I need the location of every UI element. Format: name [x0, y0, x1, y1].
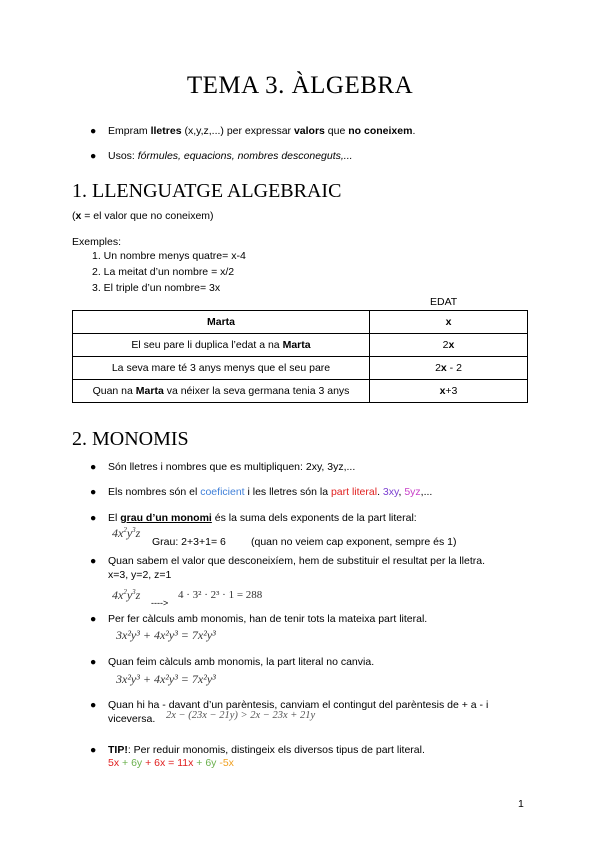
term: =: [165, 757, 178, 769]
monomis-bullet-3: [90, 511, 417, 525]
text: .: [377, 486, 383, 498]
math-exponent: 2: [123, 588, 127, 596]
bold-text: valors: [293, 125, 325, 137]
table-row: [73, 334, 528, 357]
grau-text: Grau: 2+3+1= 6: [152, 536, 226, 548]
bullet-icon: ●: [90, 150, 97, 162]
table-cell: La seva mare té 3 anys menys que el seu pare: [73, 357, 370, 380]
text: x=3, y=2, z=1: [108, 569, 172, 581]
table-row: [73, 311, 528, 334]
bullet-icon: ●: [90, 656, 97, 668]
term: +: [142, 757, 155, 769]
monomis-bullet-8: [90, 743, 425, 757]
text: Usos:: [108, 150, 138, 162]
section-heading-2: 2. MONOMIS: [72, 428, 189, 450]
math-monomial: [112, 526, 140, 541]
bold-text: Marta: [206, 316, 235, 328]
table-cell: [73, 380, 370, 403]
italic-text: fórmules, equacions, nombres desconeguts,...: [137, 150, 353, 162]
math-exponent: 3: [132, 526, 136, 534]
term: 6y: [205, 757, 217, 769]
text: .: [412, 125, 416, 137]
bold-text: x: [448, 339, 455, 351]
coeficient-term: coeficient: [200, 486, 245, 498]
bold-text: x: [445, 316, 452, 328]
colored-expression: [108, 757, 234, 769]
table-row: [73, 380, 528, 403]
text: El seu pare li duplica l’edat a na: [131, 339, 283, 351]
math-substitution: 4 · 3² · 2³ · 1 = 288: [178, 589, 263, 601]
text: Per fer càlculs amb monomis, han de tenir tots la mateixa part literal.: [108, 613, 428, 625]
bullet-icon: ●: [90, 486, 97, 498]
math-part: 4x: [112, 526, 124, 540]
monomis-bullet-5: [90, 612, 428, 626]
text: 2: [435, 362, 441, 374]
example-term: 3xy: [382, 486, 399, 498]
intro-bullet-2: [90, 149, 353, 163]
text: El: [108, 512, 121, 524]
bold-text: lletres: [150, 125, 182, 137]
monomis-bullet-4: [90, 554, 486, 582]
table-cell: [370, 380, 528, 403]
intro-bullet-1: [90, 124, 416, 138]
monomis-bullet-2: [90, 485, 433, 499]
edat-label: EDAT: [430, 296, 458, 308]
bullet-icon: ●: [90, 555, 97, 567]
bold-text: TIP!: [108, 744, 128, 756]
bullet-icon: ●: [90, 512, 97, 524]
math-sum: 3x²y³ + 4x²y³ = 7x²y³: [116, 672, 216, 686]
math-parenthesis: 2x − (23x − 21y) > 2x − 23x + 21y: [166, 710, 316, 721]
page-number: 1: [518, 798, 524, 810]
math-sum: 3x²y³ + 4x²y³ = 7x²y³: [116, 628, 216, 642]
math-part: 4x: [112, 588, 124, 602]
text: viceversa.: [108, 713, 156, 725]
math-part: z: [135, 588, 141, 602]
bold-text: no coneixem: [348, 125, 413, 137]
example-item: 2. La meitat d’un nombre = x/2: [92, 266, 235, 278]
term: 5x: [108, 757, 120, 769]
math-exponent: 2: [123, 526, 127, 534]
example-term: 5yz: [404, 486, 421, 498]
page-title: TEMA 3. ÀLGEBRA: [186, 72, 414, 99]
table-cell: [370, 357, 528, 380]
monomis-bullet-6: [90, 655, 375, 669]
bullet-icon: ●: [90, 461, 97, 473]
text: - 2: [446, 362, 462, 374]
math-part: y: [126, 588, 133, 602]
text: 2: [442, 339, 449, 351]
table-cell: [73, 334, 370, 357]
bullet-icon: ●: [90, 744, 97, 756]
arrow: ---->: [151, 598, 169, 608]
grau-note: (quan no veiem cap exponent, sempre és 1): [251, 536, 457, 548]
term: 6y: [131, 757, 143, 769]
text: Els nombres són el: [108, 486, 201, 498]
text: va néixer la seva germana tenia 3 anys: [163, 385, 350, 397]
bold-text: x: [439, 385, 446, 397]
bullet-icon: ●: [90, 699, 97, 711]
table-cell: [370, 334, 528, 357]
text: i les lletres són la: [244, 486, 331, 498]
bold-text: grau d’un monomi: [120, 512, 212, 524]
age-table: [72, 310, 528, 403]
text: ,...: [420, 486, 433, 498]
text: (x,y,z,...) per expressar: [181, 125, 294, 137]
text: Empram: [108, 125, 151, 137]
text: : Per reduir monomis, distingeix els diversos tipus de part literal.: [127, 744, 425, 756]
text: ,: [398, 486, 405, 498]
text: que: [324, 125, 349, 137]
math-monomial: [112, 588, 140, 603]
bold-text: x: [440, 362, 447, 374]
term: +: [119, 757, 132, 769]
table-cell: [73, 311, 370, 334]
table-cell: [370, 311, 528, 334]
text: Quan na: [92, 385, 136, 397]
definition: [72, 210, 214, 222]
bullet-icon: ●: [90, 613, 97, 625]
math-part: y: [126, 526, 133, 540]
text: Quan hi ha - davant d’un parèntesis, canviam el contingut del parèntesis de + a - i: [108, 699, 489, 711]
math-exponent: 3: [132, 588, 136, 596]
text: (: [72, 210, 76, 222]
term: 6x: [154, 757, 166, 769]
example-item: 3. El triple d’un nombre= 3x: [92, 282, 221, 294]
bold-text: Marta: [282, 339, 311, 351]
math-part: z: [135, 526, 141, 540]
examples-label: Exemples:: [72, 236, 122, 248]
term: +: [193, 757, 206, 769]
part-literal-term: part literal: [330, 486, 378, 498]
term: 11x: [177, 757, 194, 769]
monomis-bullet-1: [90, 460, 356, 474]
text: = el valor que no coneixem): [81, 210, 214, 222]
text: Són lletres i nombres que es multipliquen: 2xy, 3yz,...: [108, 461, 356, 473]
table-row: [73, 357, 528, 380]
bold-text: Marta: [135, 385, 164, 397]
section-heading-1: 1. LLENGUATGE ALGEBRAIC: [72, 180, 342, 202]
bullet-icon: ●: [90, 125, 97, 137]
text: Quan sabem el valor que desconeixíem, hem de substituir el resultat per la lletra.: [108, 555, 486, 567]
text: Quan feim càlculs amb monomis, la part literal no canvia.: [108, 656, 375, 668]
bold-text: x: [75, 210, 82, 222]
text: és la suma dels exponents de la part literal:: [211, 512, 417, 524]
text: +3: [445, 385, 458, 397]
example-item: 1. Un nombre menys quatre= x-4: [92, 250, 246, 262]
term: -5x: [216, 757, 234, 769]
